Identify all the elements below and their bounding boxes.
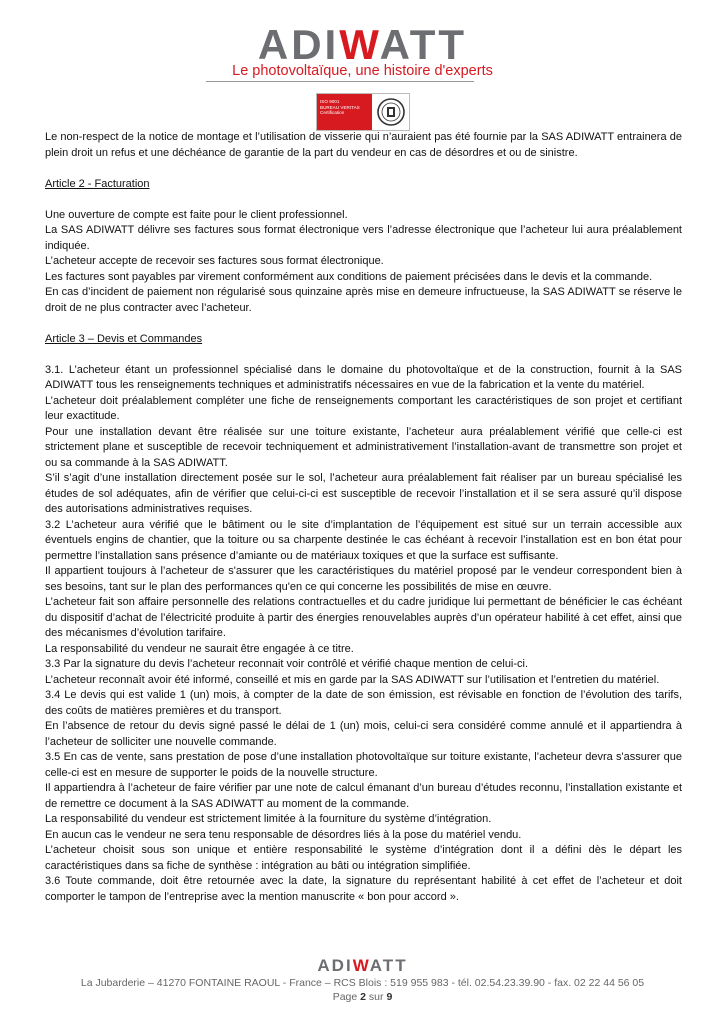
article-heading: Article 3 – Devis et Commandes — [45, 332, 203, 345]
paragraph: En aucun cas le vendeur ne sera tenu responsable de désordres liés à la pose du matériel vendu. — [45, 828, 522, 841]
spacer — [45, 192, 682, 208]
paragraph: La SAS ADIWATT délivre ses factures sous format électronique vers l’adresse électronique que l’acheteur lui aura préalablement indiquée. — [45, 224, 682, 252]
paragraph: Il appartient toujours à l’acheteur de s'assurer que les caractéristiques du matériel proposé par le vendeur correspondent bien à ses besoins, tant sur le plan des performances qu'en ce qui concerne les possibilités de mise en œuvre. — [45, 565, 682, 593]
paragraph: 3.5 En cas de vente, sans prestation de pose d’une installation photovoltaïque sur toiture existante, l’acheteur devra s'assurer que celle-ci est en mesure de supporter le poids de la nouvelle structure. — [45, 751, 682, 779]
paragraph: L’acheteur fait son affaire personnelle des relations contractuelles et du cadre juridique lui permettant de bénéficier le cas échéant du dispositif d’achat de l’électricité produite à partir des énergies renouvelables auprès d’un opérateur habilité à cet effet, ainsi que des mécanismes d’évolution tarifaire. — [45, 596, 682, 639]
tagline: Le photovoltaïque, une histoire d'experts — [232, 63, 493, 79]
page-header — [0, 14, 725, 132]
paragraph: La responsabilité du vendeur est strictement limitée à la fourniture du système d’intégration. — [45, 813, 492, 825]
paragraph: L’acheteur doit préalablement compléter une fiche de renseignements comportant les caractéristiques de son projet et certifiant leur exactitude. — [45, 394, 682, 422]
cert-line-1: ISO 9001 — [320, 99, 340, 104]
paragraph: 3.1. L’acheteur étant un professionnel spécialisé dans le domaine du photovoltaïque et de la construction, fournit à la SAS ADIWATT tous les renseignements techniques et administratifs nécessaires en vue de la fabrication et la vente du matériel. — [45, 363, 682, 391]
certification-text — [317, 94, 372, 130]
paragraph: L’acheteur reconnaît avoir été informé, conseillé et mis en garde par la SAS ADIWATT sur l’utilisation et l’entretien du matériel. — [45, 673, 660, 686]
paragraph: En cas d’incident de paiement non régularisé sous quinzaine après mise en demeure infructueuse, la SAS ADIWATT se réserve le droit de ne plus contracter avec l’acheteur. — [45, 286, 682, 314]
page-number — [0, 990, 725, 1004]
paragraph: L’acheteur choisit sous son unique et entière responsabilité le système d’intégration dont il a défini dès le départ les caractéristiques dans sa fiche de synthèse : intégration au bâti ou intégration simplifiée. — [45, 844, 682, 872]
paragraph: 3.2 L’acheteur aura vérifié que le bâtiment ou le site d’implantation de l’équipement est situé sur un terrain accessible aux éventuels engins de chantier, que la toiture ou sa charpente destinée le cas échéant à recevoir l’installation est en bon état pour permettre l’installation sans présence d’amiante ou de matériaux toxiques et que la surface est suffisante. — [45, 518, 682, 562]
certification-badge — [316, 93, 410, 131]
paragraph: Les factures sont payables par virement conformément aux conditions de paiement précisées dans le devis et la commande. — [45, 270, 653, 283]
logo-part-b: W — [339, 21, 380, 68]
logo-part-c: ATT — [379, 21, 468, 68]
paragraph: 3.6 Toute commande, doit être retournée avec la date, la signature du représentant habilité à cet effet de l’acheteur et doit comporter le tampon de l’entreprise avec la mention manuscrite « bon pour accord ». — [45, 875, 682, 903]
paragraph: Le non-respect de la notice de montage et l’utilisation de visserie qui n’auraient pas été fournie par la SAS ADIWATT entrainera de plein droit un refus et une déchéance de garantie de la part du vendeur en cas de désordres et ou de sinistre. — [45, 131, 682, 159]
spacer — [45, 316, 682, 332]
footer-logo — [0, 957, 725, 975]
spacer — [45, 347, 682, 363]
page-current: 2 — [360, 991, 366, 1003]
cert-line-2: BUREAU VERITAS — [320, 104, 360, 110]
footer-logo-part-b: W — [352, 956, 370, 975]
bureau-veritas-seal-icon — [372, 94, 409, 130]
footer-logo-part-a: ADI — [317, 956, 353, 975]
spacer — [45, 161, 682, 177]
paragraph: En l’absence de retour du devis signé passé le délai de 1 (un) mois, celui-ci sera considéré comme annulé et il appartiendra à l’acheteur de solliciter une nouvelle commande. — [45, 720, 682, 748]
tagline-divider — [206, 81, 474, 82]
paragraph: Une ouverture de compte est faite pour le client professionnel. — [45, 208, 348, 221]
paragraph: 3.3 Par la signature du devis l’acheteur reconnait voir contrôlé et vérifié chaque mention de celui-ci. — [45, 658, 529, 670]
paragraph: 3.4 Le devis qui est valide 1 (un) mois, à compter de la date de son émission, est révisable en fonction de l’évolution des tarifs, des coûts de matières premières et du transport. — [45, 689, 682, 717]
logo-part-a: ADI — [257, 21, 340, 68]
paragraph: Pour une installation devant être réalisée sur une toiture existante, l’acheteur aura préalablement vérifié que celle-ci est strictement plane et susceptible de recevoir techniquement et administrativement l’installation-avant de transmettre son projet et ou sa commande à la SAS ADIWATT. — [45, 425, 682, 469]
paragraph: La responsabilité du vendeur ne saurait être engagée à ce titre. — [45, 642, 354, 655]
footer-address: La Jubarderie – 41270 FONTAINE RAOUL - France – RCS Blois : 519 955 983 - tél. 02.54.23.39.90 - fax. 02 22 44 56 05 — [80, 977, 645, 989]
paragraph: L’acheteur accepte de recevoir ses factures sous format électronique. — [45, 255, 384, 267]
paragraph: S’il s’agit d’une installation directement posée sur le sol, l’acheteur aura préalablement fait réaliser par un bureau spécialisé les études de sol adéquates, afin de vérifier que celui-ci-ci est susceptible de recevoir l’installation et il se sera assuré qu’il dispose des autorisations administratives requises. — [45, 472, 682, 515]
footer-logo-part-c: ATT — [369, 956, 408, 975]
document-body — [45, 130, 682, 905]
company-logo — [0, 21, 725, 68]
cert-line-3: Certification — [320, 110, 345, 115]
paragraph: Il appartiendra à l’acheteur de faire vérifier par une note de calcul émanant d’un bureau d’études reconnu, l’installation existante et de remettre ce document à la SAS ADIWATT au moment de la commande. — [45, 782, 682, 810]
page-separator: sur — [368, 991, 384, 1003]
article-heading: Article 2 - Facturation — [45, 177, 150, 190]
page-total: 9 — [386, 991, 393, 1003]
page-label: Page — [332, 991, 358, 1003]
